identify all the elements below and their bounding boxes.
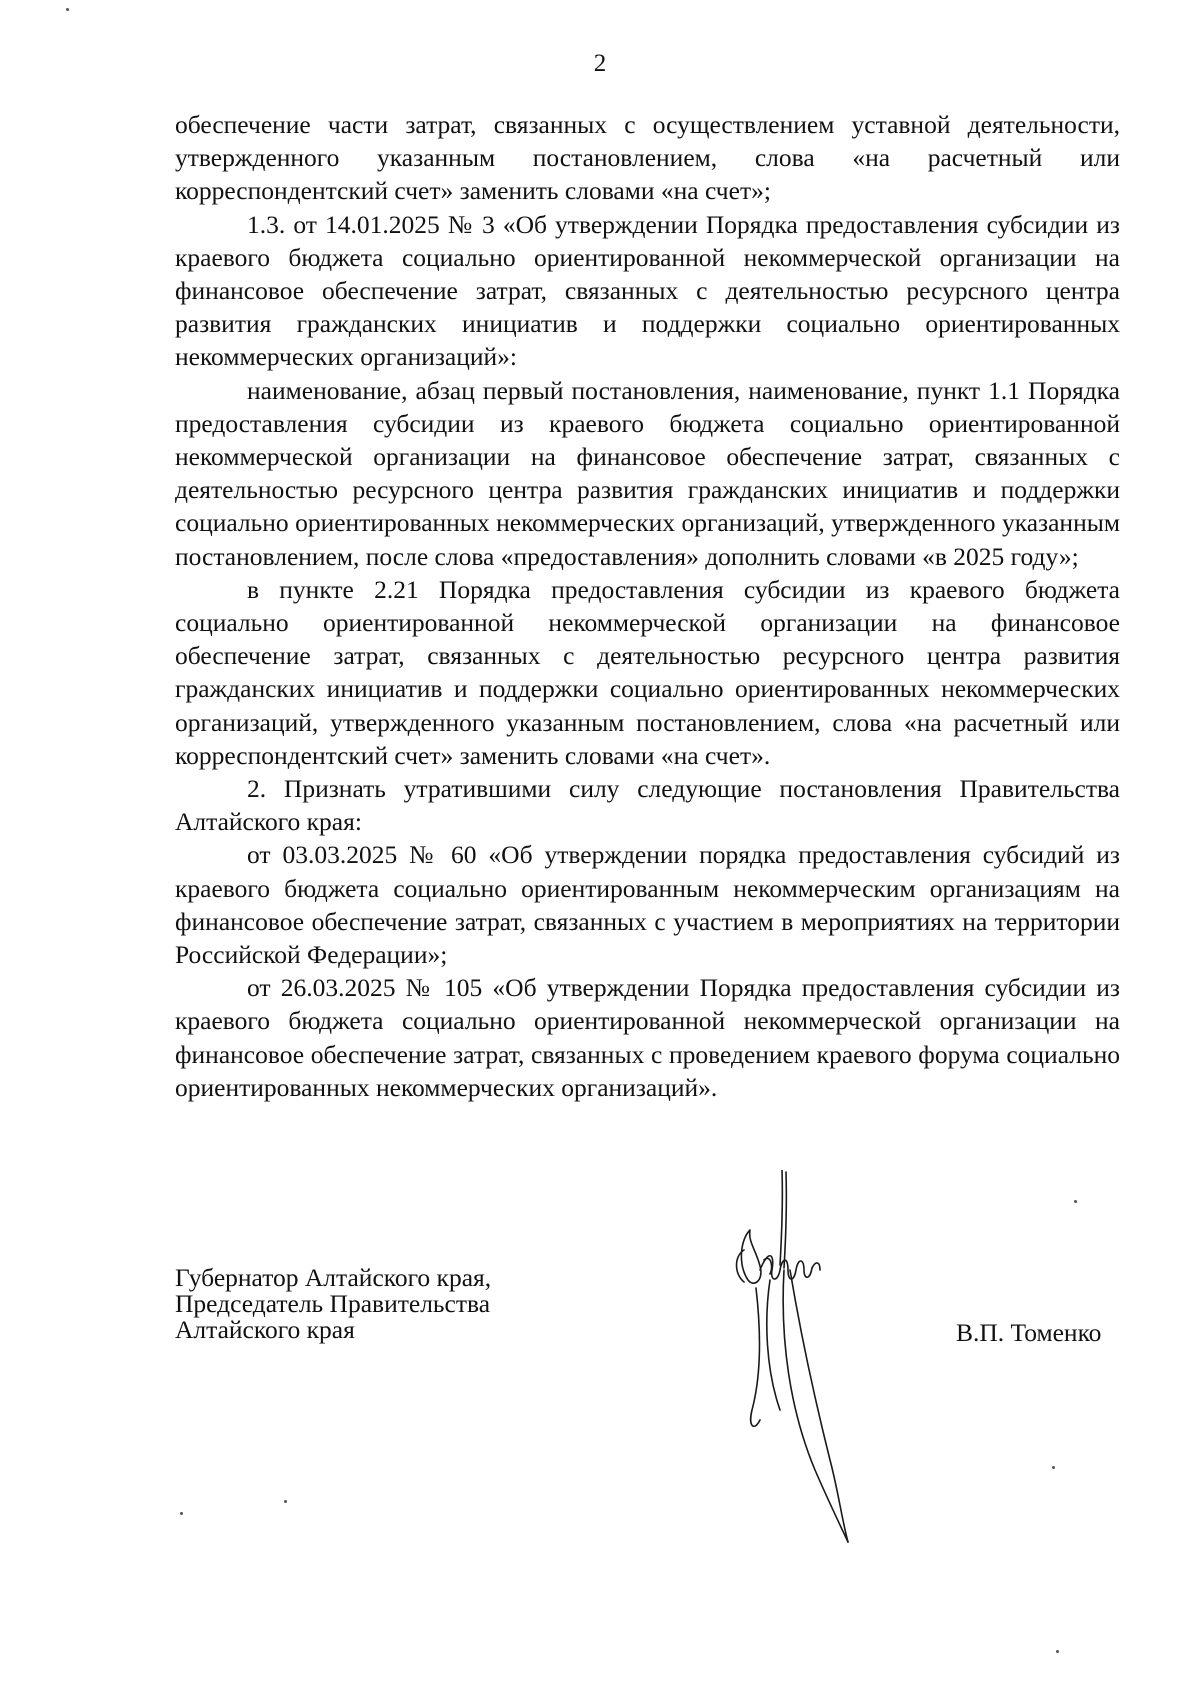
scan-speck xyxy=(1056,1650,1059,1653)
signatory-name: В.П. Томенко xyxy=(956,1318,1102,1347)
scan-speck xyxy=(284,1500,287,1503)
handwritten-signature xyxy=(720,1170,930,1550)
paragraph-point-2-21: в пункте 2.21 Порядка предоставления субсидии из краевого бюджета социально ориентированной некоммерческой организации на финансовое обеспечение затрат, связанных с деятельностью ресурсного центра развития гражданских инициатив и поддержки социально ориентированных некоммерческих организаций, утвержденного указанным постановлением, слова «на расчетный или корреспондентский счет» заменить словами «на счет». xyxy=(175,574,1120,770)
paragraph-naming-amendment: наименование, абзац первый постановления, наименование, пункт 1.1 Порядка предоставления субсидии из краевого бюджета социально ориентированной некоммерческой организации на финансовое обеспечение затрат, связанных с деятельностью ресурсного центра развития гражданских инициатив и поддержки социально ориентированных некоммерческих организаций, утвержденного указанным постановлением, после слова «предоставления» дополнить словами «в 2025 году»; xyxy=(175,375,1120,571)
signatory-title-line: Председатель Правительства xyxy=(175,1289,491,1318)
paragraph-resolution-60: от 03.03.2025 № 60 «Об утверждении порядка предоставления субсидий из краевого бюджета социально ориентированным некоммерческим организациям на финансовое обеспечение затрат, связанных с участием в мероприятиях на территории Российской Федерации»; xyxy=(175,840,1120,970)
document-body xyxy=(175,108,1120,1104)
paragraph-item-2: 2. Признать утратившими силу следующие постановления Правительства Алтайского края: xyxy=(175,774,1120,837)
scan-speck xyxy=(66,8,69,11)
paragraph-resolution-105: от 26.03.2025 № 105 «Об утверждении Порядка предоставления субсидии из краевого бюджета социально ориентированной некоммерческой организации на финансовое обеспечение затрат, связанных с проведением краевого форума социально ориентированных некоммерческих организаций». xyxy=(175,973,1120,1102)
signatory-title-line: Алтайского края xyxy=(175,1315,355,1344)
scan-speck xyxy=(1074,1200,1077,1203)
signatory-title-line: Губернатор Алтайского края, xyxy=(175,1263,492,1292)
signatory-title xyxy=(175,1265,491,1343)
scan-speck xyxy=(1052,1466,1055,1469)
paragraph-continuation: обеспечение части затрат, связанных с осуществлением уставной деятельности, утвержденного указанным постановлением, слова «на расчетный или корреспондентский счет» заменить словами «на счет»; xyxy=(175,110,1120,206)
scan-speck xyxy=(180,1512,183,1515)
paragraph-item-1-3: 1.3. от 14.01.2025 № 3 «Об утверждении Порядка предоставления субсидии из краевого бюджета социально ориентированной некоммерческой организации на финансовое обеспечение затрат, связанных с деятельностью ресурсного центра развития гражданских инициатив и поддержки социально ориентированных некоммерческих организаций»: xyxy=(175,209,1120,372)
page-number: 2 xyxy=(593,50,607,77)
